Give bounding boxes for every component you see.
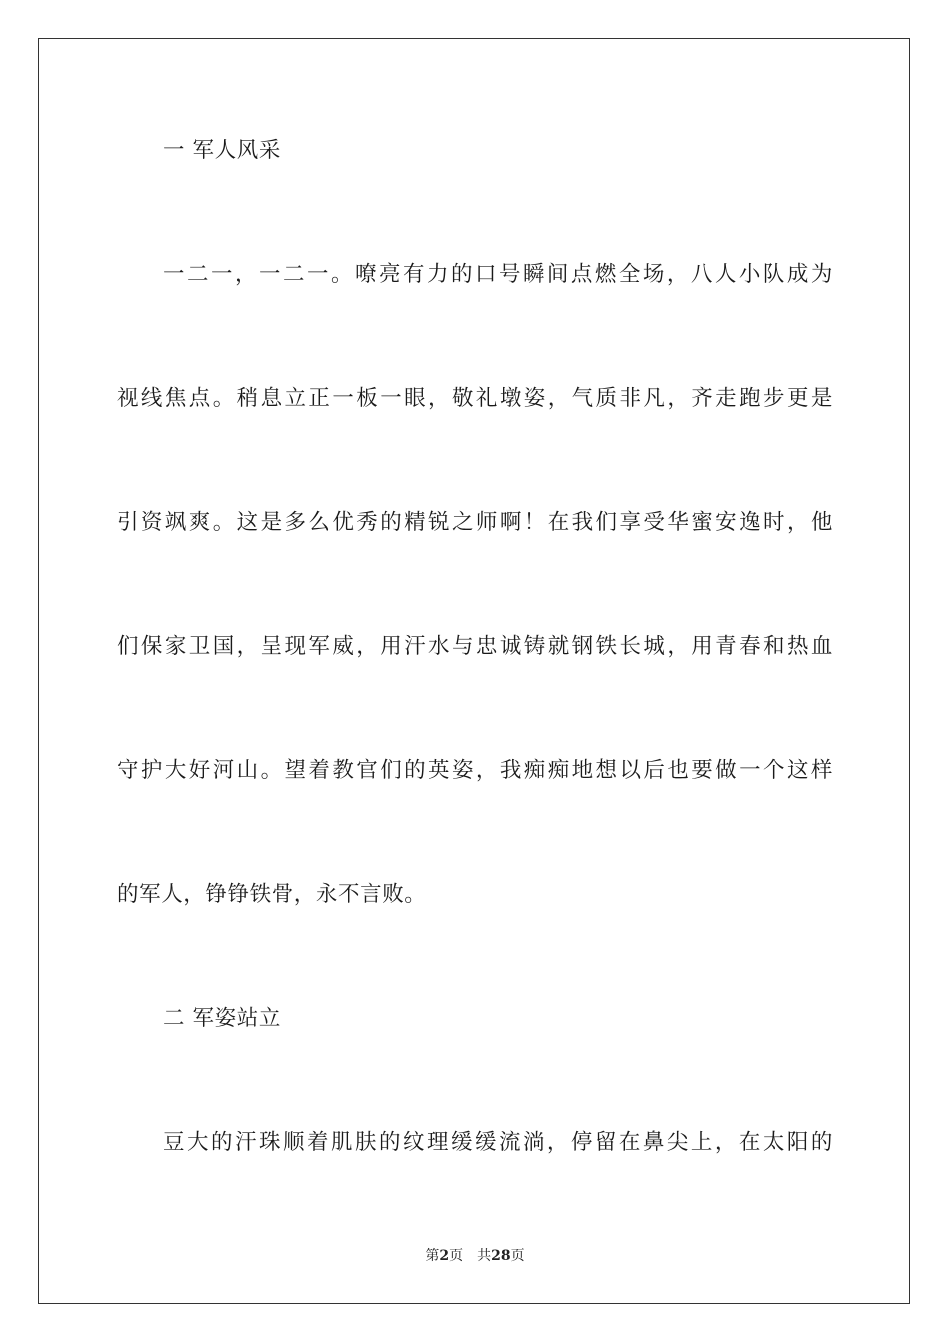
paragraph-line: 一二一，一二一。嘹亮有力的口号瞬间点燃全场，八人小队成为 [163, 262, 833, 287]
paragraph-line: 的军人，铮铮铁骨，永不言败。 [117, 882, 427, 907]
paragraph-line: 豆大的汗珠顺着肌肤的纹理缓缓流淌，停留在鼻尖上，在太阳的 [163, 1130, 833, 1155]
page-prefix: 第 [425, 1248, 440, 1264]
total-pages: 28 [491, 1248, 511, 1264]
paragraph-line: 引资飒爽。这是多么优秀的精锐之师啊！在我们享受华蜜安逸时，他 [117, 510, 833, 535]
total-suffix: 页 [510, 1248, 525, 1264]
heading-section-1: 一 军人风采 [163, 138, 281, 163]
page-suffix: 页 [449, 1248, 464, 1264]
paragraph-line: 们保家卫国，呈现军威，用汗水与忠诚铸就钢铁长城，用青春和热血 [117, 634, 833, 659]
page-border [38, 38, 910, 1304]
paragraph-line: 守护大好河山。望着教官们的英姿，我痴痴地想以后也要做一个这样 [117, 758, 833, 783]
total-prefix: 共 [477, 1248, 492, 1264]
page-footer [0, 1247, 950, 1265]
heading-section-2: 二 军姿站立 [163, 1006, 281, 1031]
page-number: 2 [439, 1248, 450, 1264]
paragraph-line: 视线焦点。稍息立正一板一眼，敬礼墩姿，气质非凡，齐走跑步更是 [117, 386, 833, 411]
